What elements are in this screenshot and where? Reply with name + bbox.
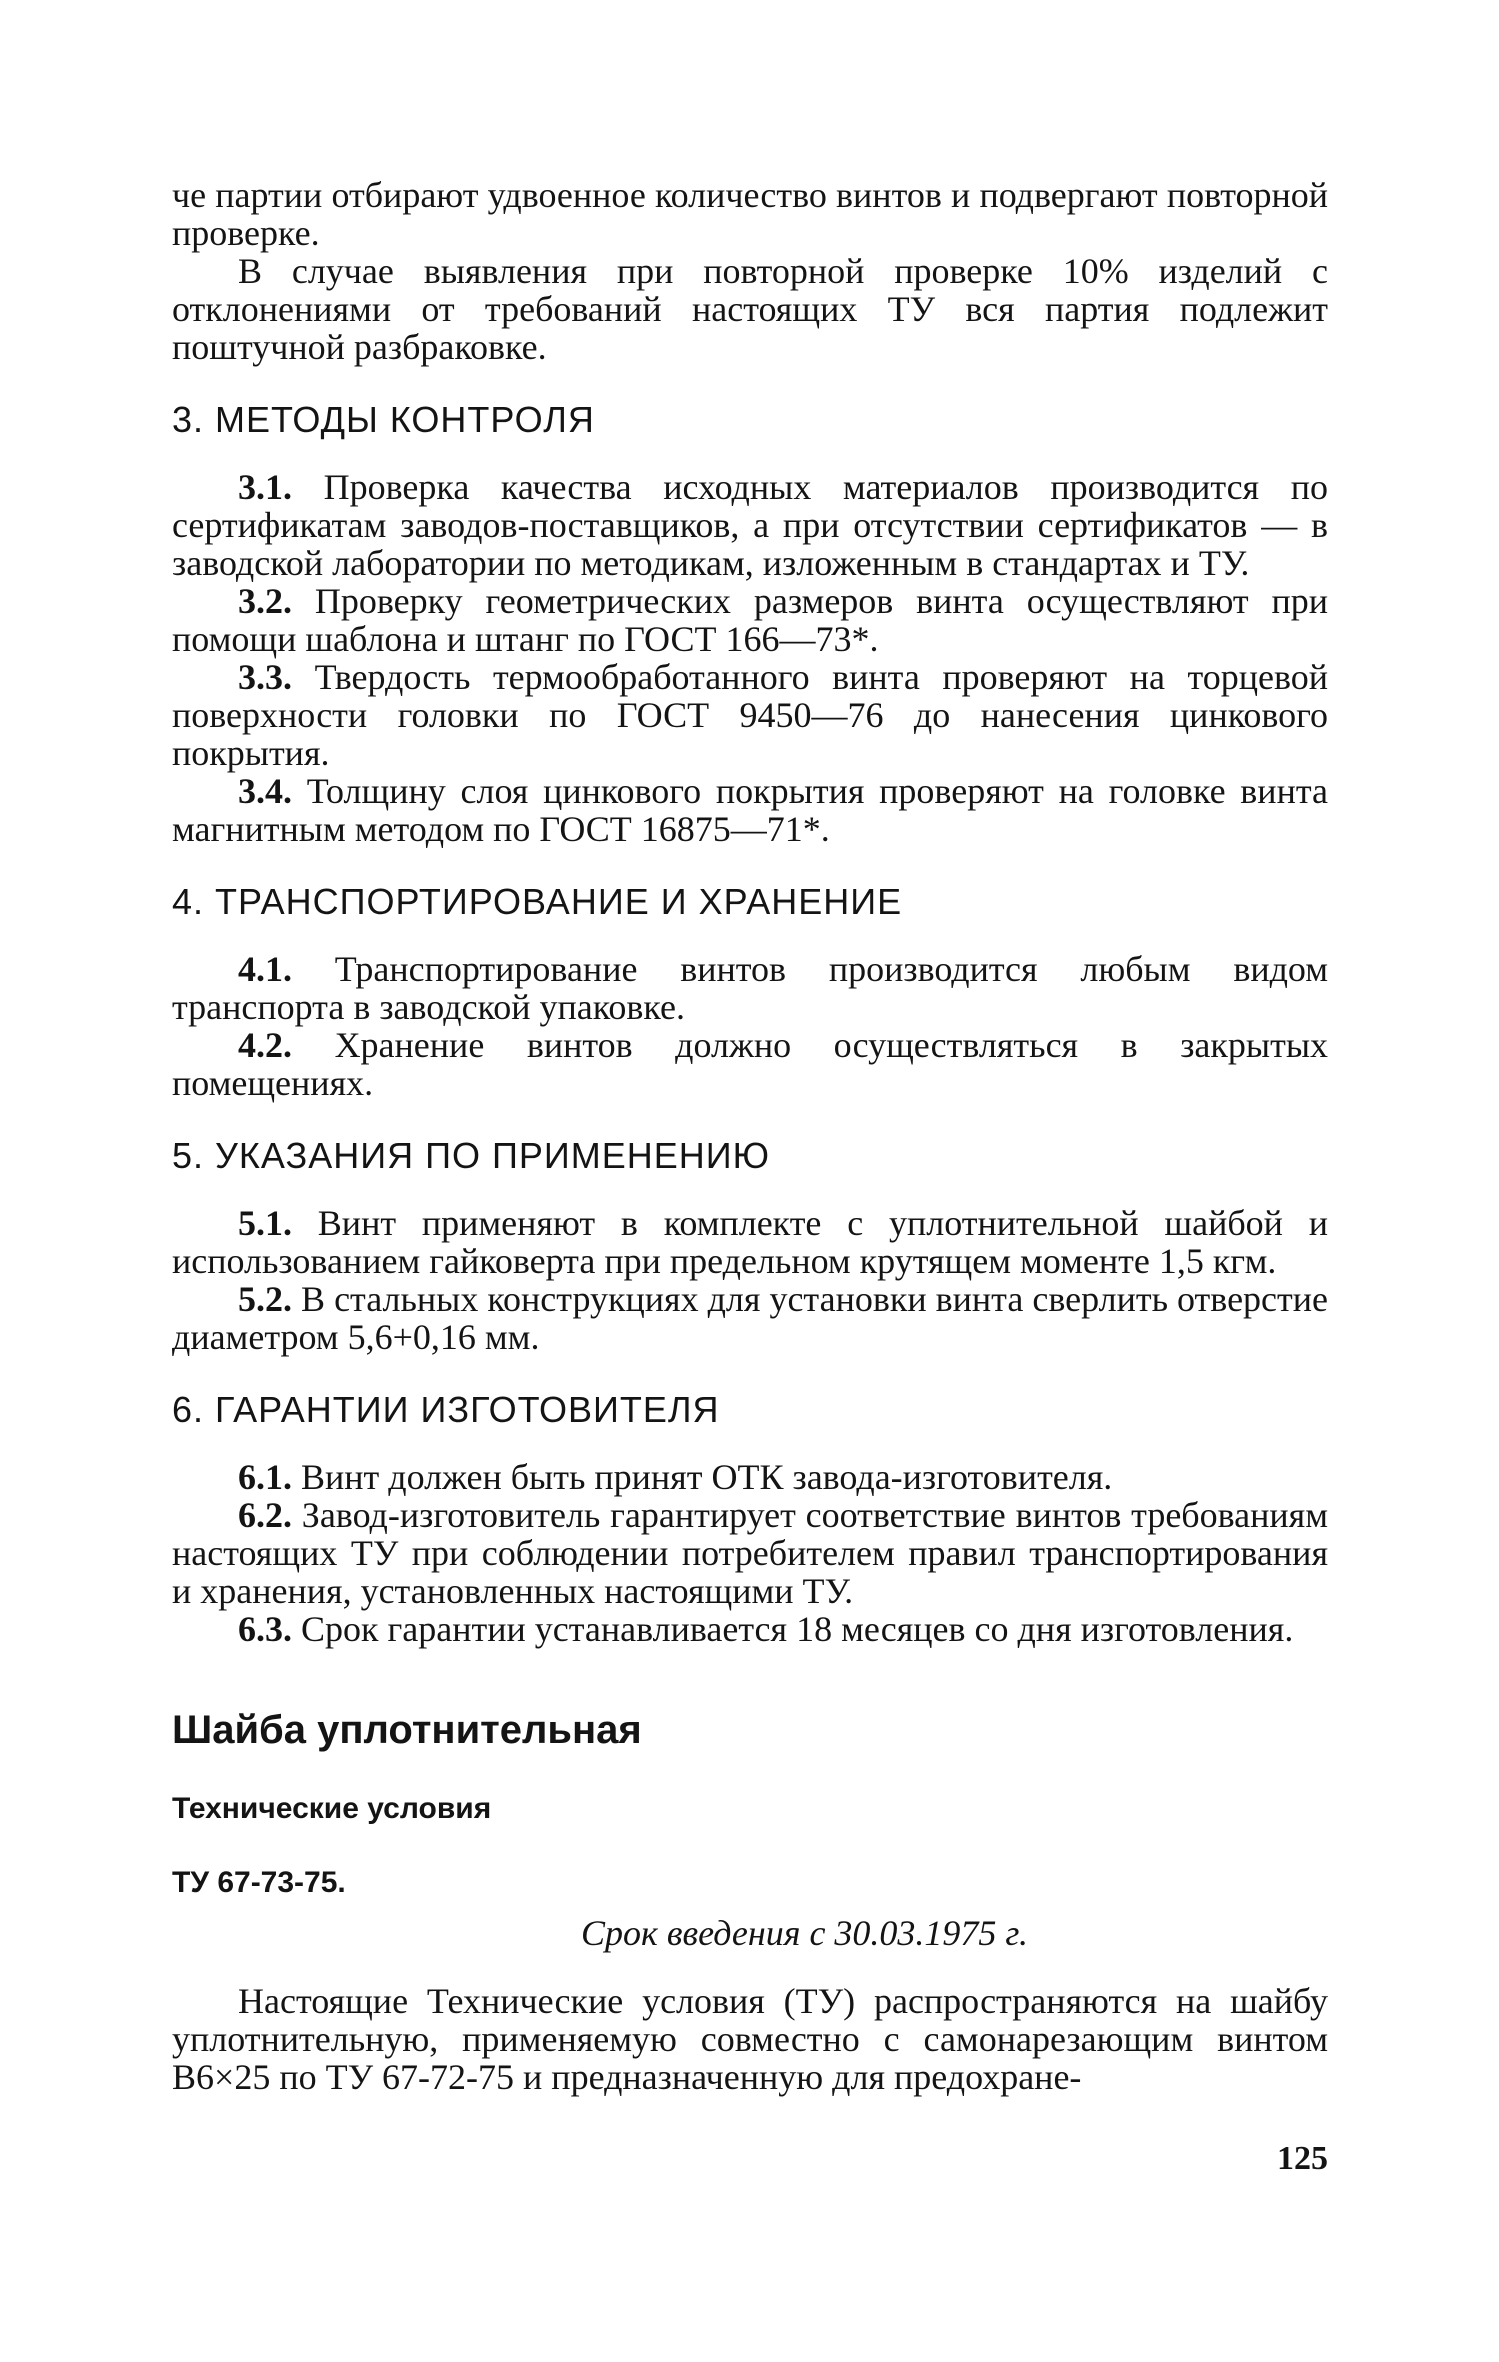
clause-number: 6.2. [238,1495,292,1535]
clause-6-3 [172,1610,1328,1648]
clause-5-2 [172,1280,1328,1356]
clause-text: Проверку геометрических размеров винта осуществляют при помощи шаблона и штанг по ГОСТ 166—73*. [172,581,1329,659]
clause-text: Завод-изготовитель гарантирует соответствие винтов требованиям настоящих ТУ при соблюдении потребителем правил транспортирования и хранения, установленных настоящими ТУ. [172,1495,1329,1611]
clause-text: Проверка качества исходных материалов производится по сертификатам заводов-поставщиков, а при отсутствии сертификатов — в заводской лаборатории по методикам, изложенным в стандартах и ТУ. [172,467,1328,583]
page-number: 125 [1277,2140,1328,2177]
document-title: Шайба уплотнительная [172,1708,642,1752]
clause-text: Хранение винтов должно осуществляться в закрытых помещениях. [172,1025,1329,1103]
clause-3-3 [172,658,1328,772]
clause-number: 6.3. [238,1609,292,1649]
clause-3-1 [172,468,1328,582]
clause-number: 5.1. [238,1203,292,1243]
clause-5-1 [172,1204,1328,1280]
clause-6-2 [172,1496,1328,1610]
section-heading-manufacturer-warranty: 6. ГАРАНТИИ ИЗГОТОВИТЕЛЯ [172,1389,720,1430]
section-heading-transport-storage: 4. ТРАНСПОРТИРОВАНИЕ И ХРАНЕНИЕ [172,881,903,922]
clause-text: Винт применяют в комплекте с уплотнительной шайбой и использованием гайковерта при предельном крутящем моменте 1,5 кгм. [172,1203,1329,1281]
section-heading-usage-instructions: 5. УКАЗАНИЯ ПО ПРИМЕНЕНИЮ [172,1135,770,1176]
document-subtitle: Технические условия [172,1792,492,1825]
paragraph-repeat-check: В случае выявления при повторной проверке 10% изделий с отклонениями от требований настоящих ТУ вся партия подлежит поштучной разбраковке. [172,251,1328,367]
clause-number: 3.3. [238,657,292,697]
section-heading-control-methods: 3. МЕТОДЫ КОНТРОЛЯ [172,399,595,440]
clause-4-2 [172,1026,1328,1102]
clause-3-4 [172,772,1328,848]
clause-number: 3.2. [238,581,292,621]
clause-number: 3.4. [238,771,292,811]
clause-text: Транспортирование винтов производится любым видом транспорта в заводской упаковке. [172,949,1328,1027]
paragraph-intro: Настоящие Технические условия (ТУ) распространяются на шайбу уплотнительную, применяемую совместно с самонарезающим винтом В6×25 по ТУ 67-72-75 и предназначенную для предохране- [172,1981,1328,2097]
document-code: ТУ 67-73-75. [172,1866,346,1899]
clause-text: Твердость термообработанного винта проверяют на торцевой поверхности головки по ГОСТ 9450—76 до нанесения цинкового покрытия. [172,657,1328,773]
clause-number: 5.2. [238,1279,292,1319]
clause-number: 6.1. [238,1457,292,1497]
clause-text: Срок гарантии устанавливается 18 месяцев со дня изготовления. [301,1609,1294,1649]
clause-3-2 [172,582,1328,658]
clause-number: 3.1. [238,467,292,507]
clause-6-1 [172,1458,1328,1496]
clause-text: Винт должен быть принят ОТК завода-изготовителя. [301,1457,1113,1497]
clause-number: 4.1. [238,949,292,989]
clause-number: 4.2. [238,1025,292,1065]
clause-text: В стальных конструкциях для установки винта сверлить отверстие диаметром 5,6+0,16 мм. [172,1279,1328,1357]
clause-text: Толщину слоя цинкового покрытия проверяют на головке винта магнитным методом по ГОСТ 16875—71*. [172,771,1328,849]
clause-4-1 [172,950,1328,1026]
paragraph-continuation: че партии отбирают удвоенное количество винтов и подвергают повторной проверке. [172,175,1328,253]
effective-date: Срок введения с 30.03.1975 г. [581,1913,1028,1953]
page-content [172,176,1328,2096]
